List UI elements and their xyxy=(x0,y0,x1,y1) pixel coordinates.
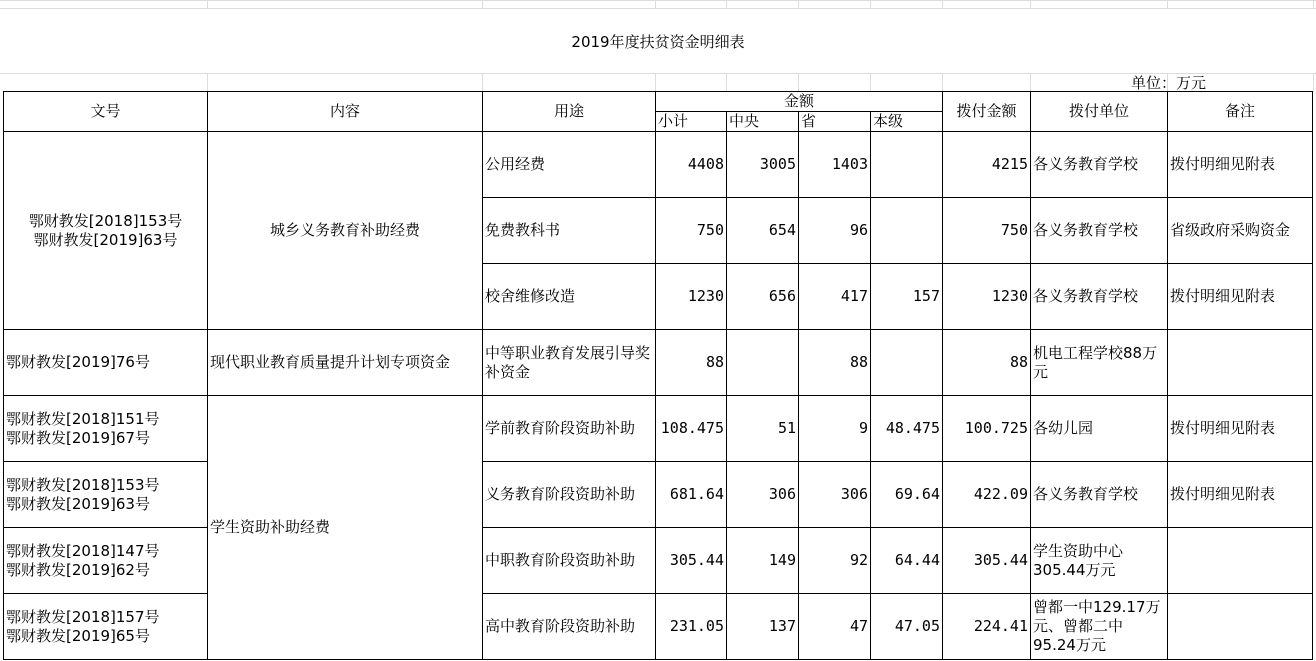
subtotal-cell[interactable]: 305.44 xyxy=(656,528,727,594)
central-cell[interactable]: 3005 xyxy=(727,132,799,198)
header-subtotal[interactable]: 小计 xyxy=(656,112,727,132)
doc-no-cell[interactable]: 鄂财教发[2018]153号 鄂财教发[2019]63号 xyxy=(4,462,208,528)
recipient-cell[interactable]: 各义务教育学校 xyxy=(1031,462,1168,528)
allocated-cell[interactable]: 1230 xyxy=(943,264,1031,330)
remark-cell[interactable] xyxy=(1168,528,1313,594)
local-cell[interactable]: 64.44 xyxy=(871,528,943,594)
remark-cell[interactable]: 拨付明细见附表 xyxy=(1168,396,1313,462)
header-content[interactable]: 内容 xyxy=(208,92,483,132)
local-cell[interactable]: 47.05 xyxy=(871,594,943,660)
doc-no-cell[interactable]: 鄂财教发[2018]151号 鄂财教发[2019]67号 xyxy=(4,396,208,462)
unit-label[interactable]: 单位：万元 xyxy=(1131,74,1207,92)
usage-cell[interactable]: 中等职业教育发展引导奖补资金 xyxy=(483,330,656,396)
title-text: 2019年度扶贫资金明细表 xyxy=(571,32,745,51)
recipient-cell[interactable]: 各义务教育学校 xyxy=(1031,132,1168,198)
header-recipient[interactable]: 拨付单位 xyxy=(1031,92,1168,132)
usage-cell[interactable]: 校舍维修改造 xyxy=(483,264,656,330)
funds-table xyxy=(3,91,1313,660)
doc-no-cell[interactable]: 鄂财教发[2019]76号 xyxy=(4,330,208,396)
doc-no-cell[interactable]: 鄂财教发[2018]157号 鄂财教发[2019]65号 xyxy=(4,594,208,660)
remark-cell[interactable] xyxy=(1168,594,1313,660)
header-central[interactable]: 中央 xyxy=(727,112,799,132)
remark-cell[interactable]: 拨付明细见附表 xyxy=(1168,132,1313,198)
province-cell[interactable]: 92 xyxy=(799,528,871,594)
content-cell[interactable]: 现代职业教育质量提升计划专项资金 xyxy=(208,330,483,396)
recipient-cell[interactable]: 各义务教育学校 xyxy=(1031,264,1168,330)
local-cell[interactable] xyxy=(871,198,943,264)
province-cell[interactable]: 47 xyxy=(799,594,871,660)
recipient-cell[interactable]: 机电工程学校88万元 xyxy=(1031,330,1168,396)
header-doc-no[interactable]: 文号 xyxy=(4,92,208,132)
recipient-cell[interactable]: 曾都一中129.17万元、曾都二中95.24万元 xyxy=(1031,594,1168,660)
subtotal-cell[interactable]: 88 xyxy=(656,330,727,396)
header-allocated[interactable]: 拨付金额 xyxy=(943,92,1031,132)
usage-cell[interactable]: 免费教科书 xyxy=(483,198,656,264)
header-remark[interactable]: 备注 xyxy=(1168,92,1313,132)
province-cell[interactable]: 9 xyxy=(799,396,871,462)
header-usage[interactable]: 用途 xyxy=(483,92,656,132)
local-cell[interactable]: 48.475 xyxy=(871,396,943,462)
doc-no-cell[interactable]: 鄂财教发[2018]153号 鄂财教发[2019]63号 xyxy=(4,132,208,330)
grid-line xyxy=(0,0,1316,1)
header-amount[interactable]: 金额 xyxy=(656,92,943,112)
table-row xyxy=(4,132,1313,198)
doc-no-cell[interactable]: 鄂财教发[2018]147号 鄂财教发[2019]62号 xyxy=(4,528,208,594)
usage-cell[interactable]: 义务教育阶段资助补助 xyxy=(483,462,656,528)
local-cell[interactable] xyxy=(871,132,943,198)
province-cell[interactable]: 417 xyxy=(799,264,871,330)
central-cell[interactable]: 654 xyxy=(727,198,799,264)
content-cell[interactable]: 学生资助补助经费 xyxy=(208,396,483,660)
subtotal-cell[interactable]: 231.05 xyxy=(656,594,727,660)
province-cell[interactable]: 88 xyxy=(799,330,871,396)
province-cell[interactable]: 306 xyxy=(799,462,871,528)
usage-cell[interactable]: 中职教育阶段资助补助 xyxy=(483,528,656,594)
remark-cell[interactable]: 拨付明细见附表 xyxy=(1168,264,1313,330)
allocated-cell[interactable]: 305.44 xyxy=(943,528,1031,594)
allocated-cell[interactable]: 224.41 xyxy=(943,594,1031,660)
central-cell[interactable]: 149 xyxy=(727,528,799,594)
subtotal-cell[interactable]: 108.475 xyxy=(656,396,727,462)
sheet-title[interactable] xyxy=(0,8,1316,74)
table-row xyxy=(4,396,1313,462)
header-province[interactable]: 省 xyxy=(799,112,871,132)
subtotal-cell[interactable]: 750 xyxy=(656,198,727,264)
province-cell[interactable]: 1403 xyxy=(799,132,871,198)
recipient-cell[interactable]: 学生资助中心305.44万元 xyxy=(1031,528,1168,594)
usage-cell[interactable]: 公用经费 xyxy=(483,132,656,198)
table-row xyxy=(4,594,1313,660)
central-cell[interactable]: 656 xyxy=(727,264,799,330)
header-row xyxy=(4,92,1313,112)
central-cell[interactable]: 51 xyxy=(727,396,799,462)
usage-cell[interactable]: 高中教育阶段资助补助 xyxy=(483,594,656,660)
subtotal-cell[interactable]: 4408 xyxy=(656,132,727,198)
table-row xyxy=(4,528,1313,594)
allocated-cell[interactable]: 422.09 xyxy=(943,462,1031,528)
recipient-cell[interactable]: 各幼儿园 xyxy=(1031,396,1168,462)
allocated-cell[interactable]: 750 xyxy=(943,198,1031,264)
allocated-cell[interactable]: 88 xyxy=(943,330,1031,396)
table-row xyxy=(4,330,1313,396)
header-local[interactable]: 本级 xyxy=(871,112,943,132)
province-cell[interactable]: 96 xyxy=(799,198,871,264)
content-cell[interactable]: 城乡义务教育补助经费 xyxy=(208,132,483,330)
central-cell[interactable]: 306 xyxy=(727,462,799,528)
recipient-cell[interactable]: 各义务教育学校 xyxy=(1031,198,1168,264)
local-cell[interactable] xyxy=(871,330,943,396)
allocated-cell[interactable]: 4215 xyxy=(943,132,1031,198)
local-cell[interactable]: 157 xyxy=(871,264,943,330)
subtotal-cell[interactable]: 1230 xyxy=(656,264,727,330)
remark-cell[interactable]: 拨付明细见附表 xyxy=(1168,462,1313,528)
remark-cell[interactable]: 省级政府采购资金 xyxy=(1168,198,1313,264)
local-cell[interactable]: 69.64 xyxy=(871,462,943,528)
allocated-cell[interactable]: 100.725 xyxy=(943,396,1031,462)
central-cell[interactable] xyxy=(727,330,799,396)
usage-cell[interactable]: 学前教育阶段资助补助 xyxy=(483,396,656,462)
table-row xyxy=(4,462,1313,528)
subtotal-cell[interactable]: 681.64 xyxy=(656,462,727,528)
central-cell[interactable]: 137 xyxy=(727,594,799,660)
remark-cell[interactable] xyxy=(1168,330,1313,396)
